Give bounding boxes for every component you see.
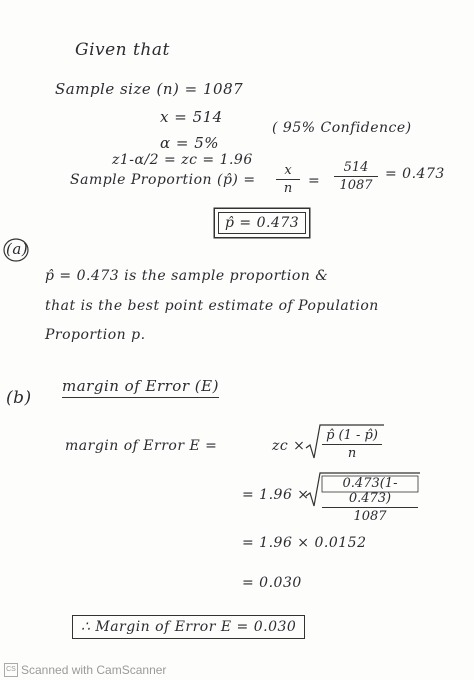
- part-b-heading: margin of Error (E): [62, 377, 219, 398]
- fraction-denominator: n: [283, 181, 293, 196]
- step-1-prefix: = 1.96 ×: [242, 487, 310, 503]
- fraction-denominator: n: [347, 446, 357, 461]
- fraction-numerator: 0.473(1-0.473): [342, 476, 398, 506]
- fraction-denominator: 1087: [339, 178, 373, 193]
- boxed-p-hat: p̂ = 0.473: [218, 212, 306, 234]
- z-value-line: z1-α/2 = zc = 1.96: [112, 152, 253, 168]
- moe-formula-zc: zc ×: [272, 438, 306, 454]
- scanned-page: Given that Sample size (n) = 1087 x = 514 α = 5% ( 95% Confidence) z1-α/2 = zc = 1.96 Sample Proportion (p̂) = x n = 514 1087 = 0.473 p̂ = 0.473 (a) p̂ = 0.473 is the sample proportion & that is the best point estimate of Population Proportion p. (b) margin of Error (E) margin of Error E = zc × p̂ (1 - p̂) n = 1.96 × 0.473(1-0.473) 1087 = 1.96 × 0.0152 = 0.030 ∴ Margin of Error E = 0.030 CS Scanned with CamScanner: [0, 0, 474, 680]
- final-answer-box: ∴ Margin of Error E = 0.030: [72, 615, 305, 639]
- sample-proportion-label: Sample Proportion (p̂) =: [70, 172, 256, 188]
- part-a-line-2: that is the best point estimate of Population: [45, 298, 379, 314]
- scanner-footer: [0, 660, 474, 680]
- fraction-numerator: 514: [343, 160, 369, 175]
- given-heading: Given that: [75, 40, 170, 60]
- step-3: = 0.030: [242, 575, 302, 591]
- part-a-label: (a): [6, 240, 29, 258]
- part-a-line-1: p̂ = 0.473 is the sample proportion &: [45, 268, 329, 284]
- scanner-footer-text: Scanned with CamScanner: [21, 663, 167, 677]
- fraction-numerator: x: [284, 163, 292, 178]
- part-b-label: (b): [6, 388, 32, 408]
- moe-label: margin of Error E =: [65, 438, 218, 454]
- confidence-note: ( 95% Confidence): [272, 120, 412, 136]
- alpha-line: α = 5%: [160, 134, 220, 152]
- fraction-numerator: p̂ (1 - p̂): [326, 428, 378, 443]
- part-a-line-3: Proportion p.: [45, 327, 146, 343]
- step-2: = 1.96 × 0.0152: [242, 535, 367, 551]
- proportion-result: = 0.473: [385, 166, 445, 182]
- camscanner-logo: CS: [4, 663, 18, 677]
- sample-size-line: Sample size (n) = 1087: [55, 80, 244, 98]
- x-value-line: x = 514: [160, 108, 223, 126]
- fraction-denominator: 1087: [353, 509, 387, 524]
